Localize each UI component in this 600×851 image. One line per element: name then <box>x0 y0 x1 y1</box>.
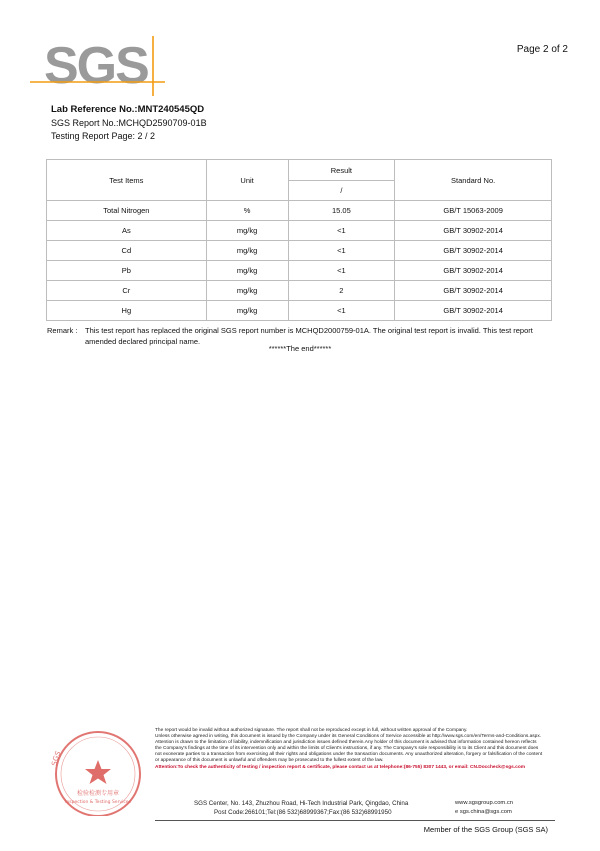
table-row <box>47 281 552 301</box>
table-row <box>47 301 552 321</box>
disclaimer-validity: The report would be invalid without authorized signature. The report shall not be reproduced except in full, without written approval of the Company. <box>155 728 468 733</box>
member-statement: Member of the SGS Group (SGS SA) <box>423 825 548 834</box>
cell-standard: GB/T 30902-2014 <box>395 241 552 261</box>
stamp-text-en: Inspection & Testing Services <box>65 800 131 805</box>
page-number: Page 2 of 2 <box>516 44 568 55</box>
cell-result: <1 <box>288 221 395 241</box>
cell-result: 15.05 <box>288 201 395 221</box>
table-row <box>47 261 552 281</box>
disclaimer-terms: Unless otherwise agreed in writing, this document is issued by the Company under its General Conditions of Service accessible at http://www.sgs.com/en/Terms-and-Conditions.aspx. Attention is drawn to the limitation of liability, indemnification and jurisdiction issues defined therein.Any holder of this document is advised that information contained hereon reflects the Company's findings at the time of its intervention only and within the limits of Client's instructions, if any. The Company's sole responsibility is to its Client and this document does not exonerate parties to a transaction from exercising all their rights and obligations under the transaction documents. Any unauthorized alteration, forgery or falsification of the content or appearance of this document is unlawful and offenders may be prosecuted to the fullest extent of the law. <box>155 734 543 764</box>
cell-unit: % <box>206 201 288 221</box>
authenticity-notice: Attention:To check the authenticity of testing / inspection report & certificate, please contact us at telephone:(86-755) 8307 1443, or email: CN.Doccheck@sgs.com <box>155 764 526 770</box>
cell-unit: mg/kg <box>206 221 288 241</box>
results-table <box>46 159 552 321</box>
sgs-report-number: SGS Report No.:MCHQD2590709-01B <box>51 118 207 128</box>
disclaimer <box>155 728 543 771</box>
header-test-items: Test Items <box>47 160 207 201</box>
cell-result: <1 <box>288 261 395 281</box>
table-header-row <box>47 160 552 181</box>
cell-item: Cr <box>47 281 207 301</box>
cell-item: As <box>47 221 207 241</box>
table-row <box>47 241 552 261</box>
website-link[interactable]: www.sgsgroup.com.cn <box>455 800 513 806</box>
header-result: Result <box>288 160 395 181</box>
header-result-sub: / <box>288 181 395 201</box>
cell-result: <1 <box>288 301 395 321</box>
cell-unit: mg/kg <box>206 281 288 301</box>
svg-text:SGS: SGS <box>50 749 63 767</box>
sgs-logo <box>30 30 170 100</box>
cell-standard: GB/T 30902-2014 <box>395 221 552 241</box>
cell-standard: GB/T 30902-2014 <box>395 281 552 301</box>
cell-item: Pb <box>47 261 207 281</box>
cell-result: 2 <box>288 281 395 301</box>
cell-unit: mg/kg <box>206 241 288 261</box>
cell-unit: mg/kg <box>206 261 288 281</box>
testing-report-page: Testing Report Page: 2 / 2 <box>51 131 156 141</box>
company-address: SGS Center, No. 143, Zhuzhou Road, Hi-Tech Industrial Park, Qingdao, China <box>194 800 409 807</box>
sgs-logo-text: SGS <box>44 37 148 95</box>
cell-item: Hg <box>47 301 207 321</box>
header-unit: Unit <box>206 160 288 201</box>
cell-item: Total Nitrogen <box>47 201 207 221</box>
remark-text: This test report has replaced the original SGS report number is MCHQD2000759-01A. The original test report is invalid. This test report amended declared principal name. <box>85 326 533 346</box>
the-end-marker: ******The end****** <box>268 344 332 353</box>
footer-divider <box>155 820 555 821</box>
cell-standard: GB/T 30902-2014 <box>395 261 552 281</box>
cell-standard: GB/T 30902-2014 <box>395 301 552 321</box>
cell-result: <1 <box>288 241 395 261</box>
lab-reference: Lab Reference No.:MNT240545QD <box>51 104 205 115</box>
email-link[interactable]: e sgs.china@sgs.com <box>455 809 512 815</box>
official-stamp <box>40 724 160 816</box>
stamp-text-cn: 检验检测专用章 <box>76 790 120 797</box>
table-row <box>47 201 552 221</box>
company-contact: Post Code:266101;Tel:(86 532)68999367;Fax:(86 532)68991950 <box>214 809 392 816</box>
cell-standard: GB/T 15063-2009 <box>395 201 552 221</box>
table-row <box>47 221 552 241</box>
cell-item: Cd <box>47 241 207 261</box>
cell-unit: mg/kg <box>206 301 288 321</box>
remark-label: Remark : <box>47 326 78 335</box>
header-standard: Standard No. <box>395 160 552 201</box>
